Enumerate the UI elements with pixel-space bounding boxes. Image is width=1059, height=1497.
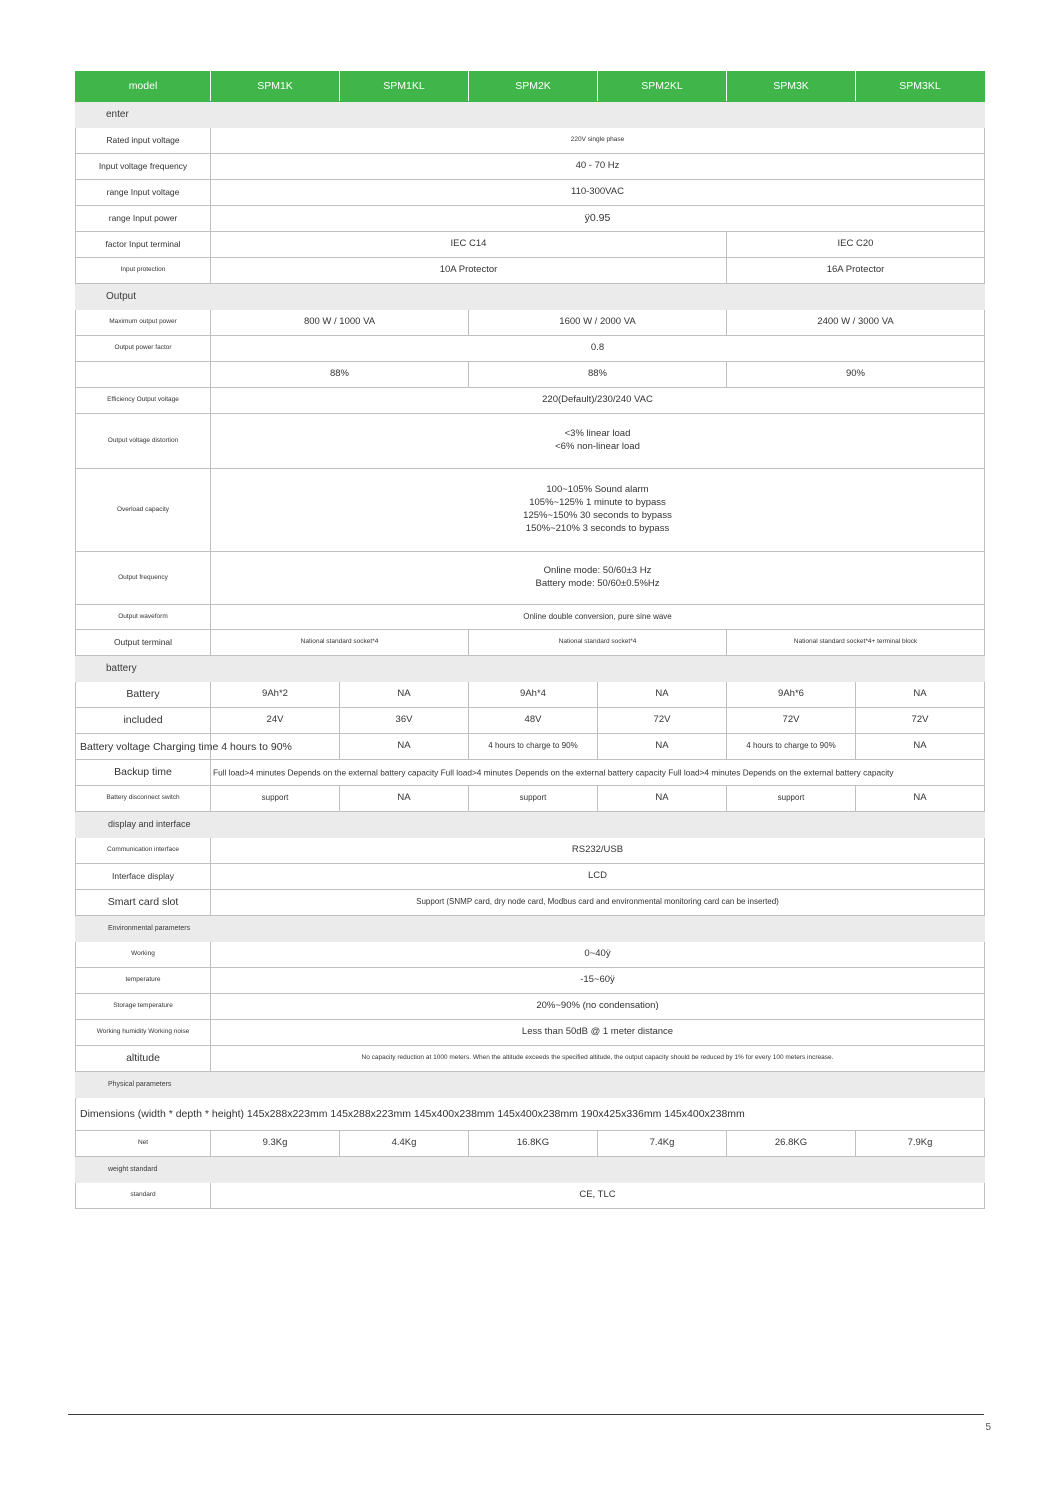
row-input-protection <box>76 258 985 284</box>
value-working-humidity-noise: Less than 50dB @ 1 meter distance <box>211 1020 985 1046</box>
label-output-voltage-distortion: Output voltage distortion <box>76 414 211 469</box>
row-efficiency-output-voltage <box>76 388 985 414</box>
label-output-power-factor: Output power factor <box>76 336 211 362</box>
value-range-input-voltage: 110-300VAC <box>211 180 985 206</box>
label-efficiency <box>76 362 211 388</box>
label-standard: standard <box>76 1183 211 1209</box>
row-altitude <box>76 1046 985 1072</box>
value-net-weight-2: 16.8KG <box>469 1131 598 1157</box>
overload-line-1: 105%~125% 1 minute to bypass <box>529 497 666 509</box>
value-efficiency-0: 88% <box>211 362 469 388</box>
value-charging-time-1: NA <box>340 734 469 760</box>
value-factor-input-terminal-0: IEC C14 <box>211 232 727 258</box>
value-included-0: 24V <box>211 708 340 734</box>
value-net-weight-4: 26.8KG <box>727 1131 856 1157</box>
header-model-3: SPM2KL <box>598 72 727 102</box>
value-range-input-power: ÿ0.95 <box>211 206 985 232</box>
section-band-weight <box>76 1157 985 1183</box>
table-header-row <box>76 72 985 102</box>
row-battery-disconnect-switch <box>76 786 985 812</box>
row-overload-capacity <box>76 469 985 552</box>
label-working: Working <box>76 942 211 968</box>
value-output-power-factor: 0.8 <box>211 336 985 362</box>
overload-line-2: 125%~150% 30 seconds to bypass <box>523 510 672 521</box>
section-band-physical <box>76 1072 985 1098</box>
value-included-5: 72V <box>856 708 985 734</box>
label-output-terminal: Output terminal <box>76 630 211 656</box>
row-range-input-power <box>76 206 985 232</box>
label-output-frequency: Output frequency <box>76 552 211 605</box>
section-title-input: enter <box>76 102 985 128</box>
section-band-display <box>76 812 985 838</box>
value-battery-4: 9Ah*6 <box>727 682 856 708</box>
section-title-weight: weight standard <box>76 1157 985 1183</box>
section-band-environment <box>76 916 985 942</box>
row-interface-display <box>76 864 985 890</box>
value-included-4: 72V <box>727 708 856 734</box>
label-backup-time: Backup time <box>76 760 211 786</box>
value-standard: CE, TLC <box>211 1183 985 1209</box>
row-output-terminal <box>76 630 985 656</box>
value-output-voltage-distortion <box>211 414 985 469</box>
value-battery-disconnect-2: support <box>469 786 598 812</box>
distortion-line-0: <3% linear load <box>564 428 631 440</box>
value-included-1: 36V <box>340 708 469 734</box>
label-included: included <box>76 708 211 734</box>
label-interface-display: Interface display <box>76 864 211 890</box>
value-backup-time <box>211 760 985 786</box>
value-input-protection-0: 10A Protector <box>211 258 727 284</box>
ups-specification-table <box>75 71 985 1209</box>
label-rated-input-voltage: Rated input voltage <box>76 128 211 154</box>
value-maximum-output-power-0: 800 W / 1000 VA <box>211 310 469 336</box>
value-working: 0~40ÿ <box>211 942 985 968</box>
label-output-waveform: Output waveform <box>76 605 211 630</box>
value-input-voltage-frequency: 40 - 70 Hz <box>211 154 985 180</box>
value-battery-0: 9Ah*2 <box>211 682 340 708</box>
label-charging-time-text: Battery voltage Charging time 4 hours to 90% <box>80 740 292 753</box>
label-storage-temperature: Storage temperature <box>76 994 211 1020</box>
value-storage-temperature: 20%~90% (no condensation) <box>211 994 985 1020</box>
row-factor-input-terminal <box>76 232 985 258</box>
row-output-voltage-distortion <box>76 414 985 469</box>
row-included <box>76 708 985 734</box>
label-altitude: altitude <box>76 1046 211 1072</box>
label-input-voltage-frequency: Input voltage frequency <box>76 154 211 180</box>
section-title-battery: battery <box>76 656 985 682</box>
value-charging-time-4: 4 hours to charge to 90% <box>727 734 856 760</box>
footer-divider <box>68 1414 984 1415</box>
section-title-physical: Physical parameters <box>76 1072 985 1098</box>
value-factor-input-terminal-1: IEC C20 <box>727 232 985 258</box>
label-net-weight: Net <box>76 1131 211 1157</box>
row-rated-input-voltage <box>76 128 985 154</box>
header-model-5: SPM3KL <box>856 72 985 102</box>
row-battery <box>76 682 985 708</box>
row-backup-time <box>76 760 985 786</box>
value-output-terminal-1: National standard socket*4 <box>469 630 727 656</box>
label-battery: Battery <box>76 682 211 708</box>
label-communication-interface: Communication interface <box>76 838 211 864</box>
row-output-frequency <box>76 552 985 605</box>
value-net-weight-0: 9.3Kg <box>211 1131 340 1157</box>
dimensions-text: Dimensions (width * depth * height) 145x288x223mm 145x288x223mm 145x400x238mm 145x400x238mm 190x425x336mm 145x400x238mm <box>80 1107 745 1120</box>
value-overload-capacity <box>211 469 985 552</box>
row-dimensions <box>76 1098 985 1131</box>
value-smart-card-slot: Support (SNMP card, dry node card, Modbus card and environmental monitoring card can be inserted) <box>211 890 985 916</box>
value-charging-time-2: 4 hours to charge to 90% <box>469 734 598 760</box>
value-dimensions <box>76 1098 985 1131</box>
label-range-input-power: range Input power <box>76 206 211 232</box>
value-battery-5: NA <box>856 682 985 708</box>
value-battery-disconnect-0: support <box>211 786 340 812</box>
value-battery-3: NA <box>598 682 727 708</box>
value-output-terminal-0: National standard socket*4 <box>211 630 469 656</box>
value-efficiency-1: 88% <box>469 362 727 388</box>
value-battery-disconnect-4: support <box>727 786 856 812</box>
overload-line-0: 100~105% Sound alarm <box>546 484 649 496</box>
value-charging-time-3: NA <box>598 734 727 760</box>
label-charging-time <box>76 734 292 760</box>
value-net-weight-1: 4.4Kg <box>340 1131 469 1157</box>
value-battery-2: 9Ah*4 <box>469 682 598 708</box>
row-maximum-output-power <box>76 310 985 336</box>
value-charging-time-5: NA <box>856 734 985 760</box>
row-working <box>76 942 985 968</box>
label-range-input-voltage: range Input voltage <box>76 180 211 206</box>
value-included-3: 72V <box>598 708 727 734</box>
value-included-2: 48V <box>469 708 598 734</box>
header-model-1: SPM1KL <box>340 72 469 102</box>
label-overload-capacity: Overload capacity <box>76 469 211 552</box>
row-net-weight <box>76 1131 985 1157</box>
frequency-line-1: Battery mode: 50/60±0.5%Hz <box>535 578 660 589</box>
label-working-humidity-noise: Working humidity Working noise <box>76 1020 211 1046</box>
label-factor-input-terminal: factor Input terminal <box>76 232 211 258</box>
header-label: model <box>76 72 211 102</box>
row-storage-temperature <box>76 994 985 1020</box>
value-communication-interface: RS232/USB <box>211 838 985 864</box>
value-output-waveform: Online double conversion, pure sine wave <box>211 605 985 630</box>
value-input-protection-1: 16A Protector <box>727 258 985 284</box>
value-maximum-output-power-2: 2400 W / 3000 VA <box>727 310 985 336</box>
label-maximum-output-power: Maximum output power <box>76 310 211 336</box>
label-efficiency-output-voltage: Efficiency Output voltage <box>76 388 211 414</box>
value-output-frequency <box>211 552 985 605</box>
row-input-voltage-frequency <box>76 154 985 180</box>
section-title-display: display and interface <box>76 812 985 838</box>
label-smart-card-slot: Smart card slot <box>76 890 211 916</box>
value-battery-1: NA <box>340 682 469 708</box>
section-title-environment: Environmental parameters <box>76 916 985 942</box>
value-interface-display: LCD <box>211 864 985 890</box>
value-net-weight-3: 7.4Kg <box>598 1131 727 1157</box>
row-smart-card-slot <box>76 890 985 916</box>
value-maximum-output-power-1: 1600 W / 2000 VA <box>469 310 727 336</box>
header-model-0: SPM1K <box>211 72 340 102</box>
page-number: 5 <box>985 1422 991 1433</box>
section-band-input <box>76 102 985 128</box>
label-battery-disconnect-switch: Battery disconnect switch <box>76 786 211 812</box>
frequency-line-0: Online mode: 50/60±3 Hz <box>543 565 652 577</box>
value-efficiency-output-voltage: 220(Default)/230/240 VAC <box>211 388 985 414</box>
value-temperature: -15~60ÿ <box>211 968 985 994</box>
overload-line-3: 150%~210% 3 seconds to bypass <box>525 522 670 534</box>
row-temperature <box>76 968 985 994</box>
value-net-weight-5: 7.9Kg <box>856 1131 985 1157</box>
value-battery-disconnect-5: NA <box>856 786 985 812</box>
row-working-humidity-noise <box>76 1020 985 1046</box>
value-battery-disconnect-3: NA <box>598 786 727 812</box>
distortion-line-1: <6% non-linear load <box>555 441 640 452</box>
row-efficiency <box>76 362 985 388</box>
row-output-waveform <box>76 605 985 630</box>
section-band-output <box>76 284 985 310</box>
value-output-terminal-2: National standard socket*4+ terminal block <box>727 630 985 656</box>
section-band-battery <box>76 656 985 682</box>
row-standard <box>76 1183 985 1209</box>
row-charging-time <box>76 734 985 760</box>
header-model-4: SPM3K <box>727 72 856 102</box>
value-efficiency-2: 90% <box>727 362 985 388</box>
value-altitude: No capacity reduction at 1000 meters. When the altitude exceeds the specified altitude, the output capacity should be reduced by 1% for every 100 meters increase. <box>211 1046 985 1072</box>
value-rated-input-voltage: 220V single phase <box>211 128 985 154</box>
row-output-power-factor <box>76 336 985 362</box>
row-communication-interface <box>76 838 985 864</box>
section-title-output: Output <box>76 284 985 310</box>
row-range-input-voltage <box>76 180 985 206</box>
value-battery-disconnect-1: NA <box>340 786 469 812</box>
label-input-protection: Input protection <box>76 258 211 284</box>
backup-time-text: Full load>4 minutes Depends on the external battery capacity Full load>4 minutes Depends on the external battery capacity Full load>4 minutes Depends on the external battery capacity <box>213 766 894 777</box>
label-temperature: temperature <box>76 968 211 994</box>
header-model-2: SPM2K <box>469 72 598 102</box>
